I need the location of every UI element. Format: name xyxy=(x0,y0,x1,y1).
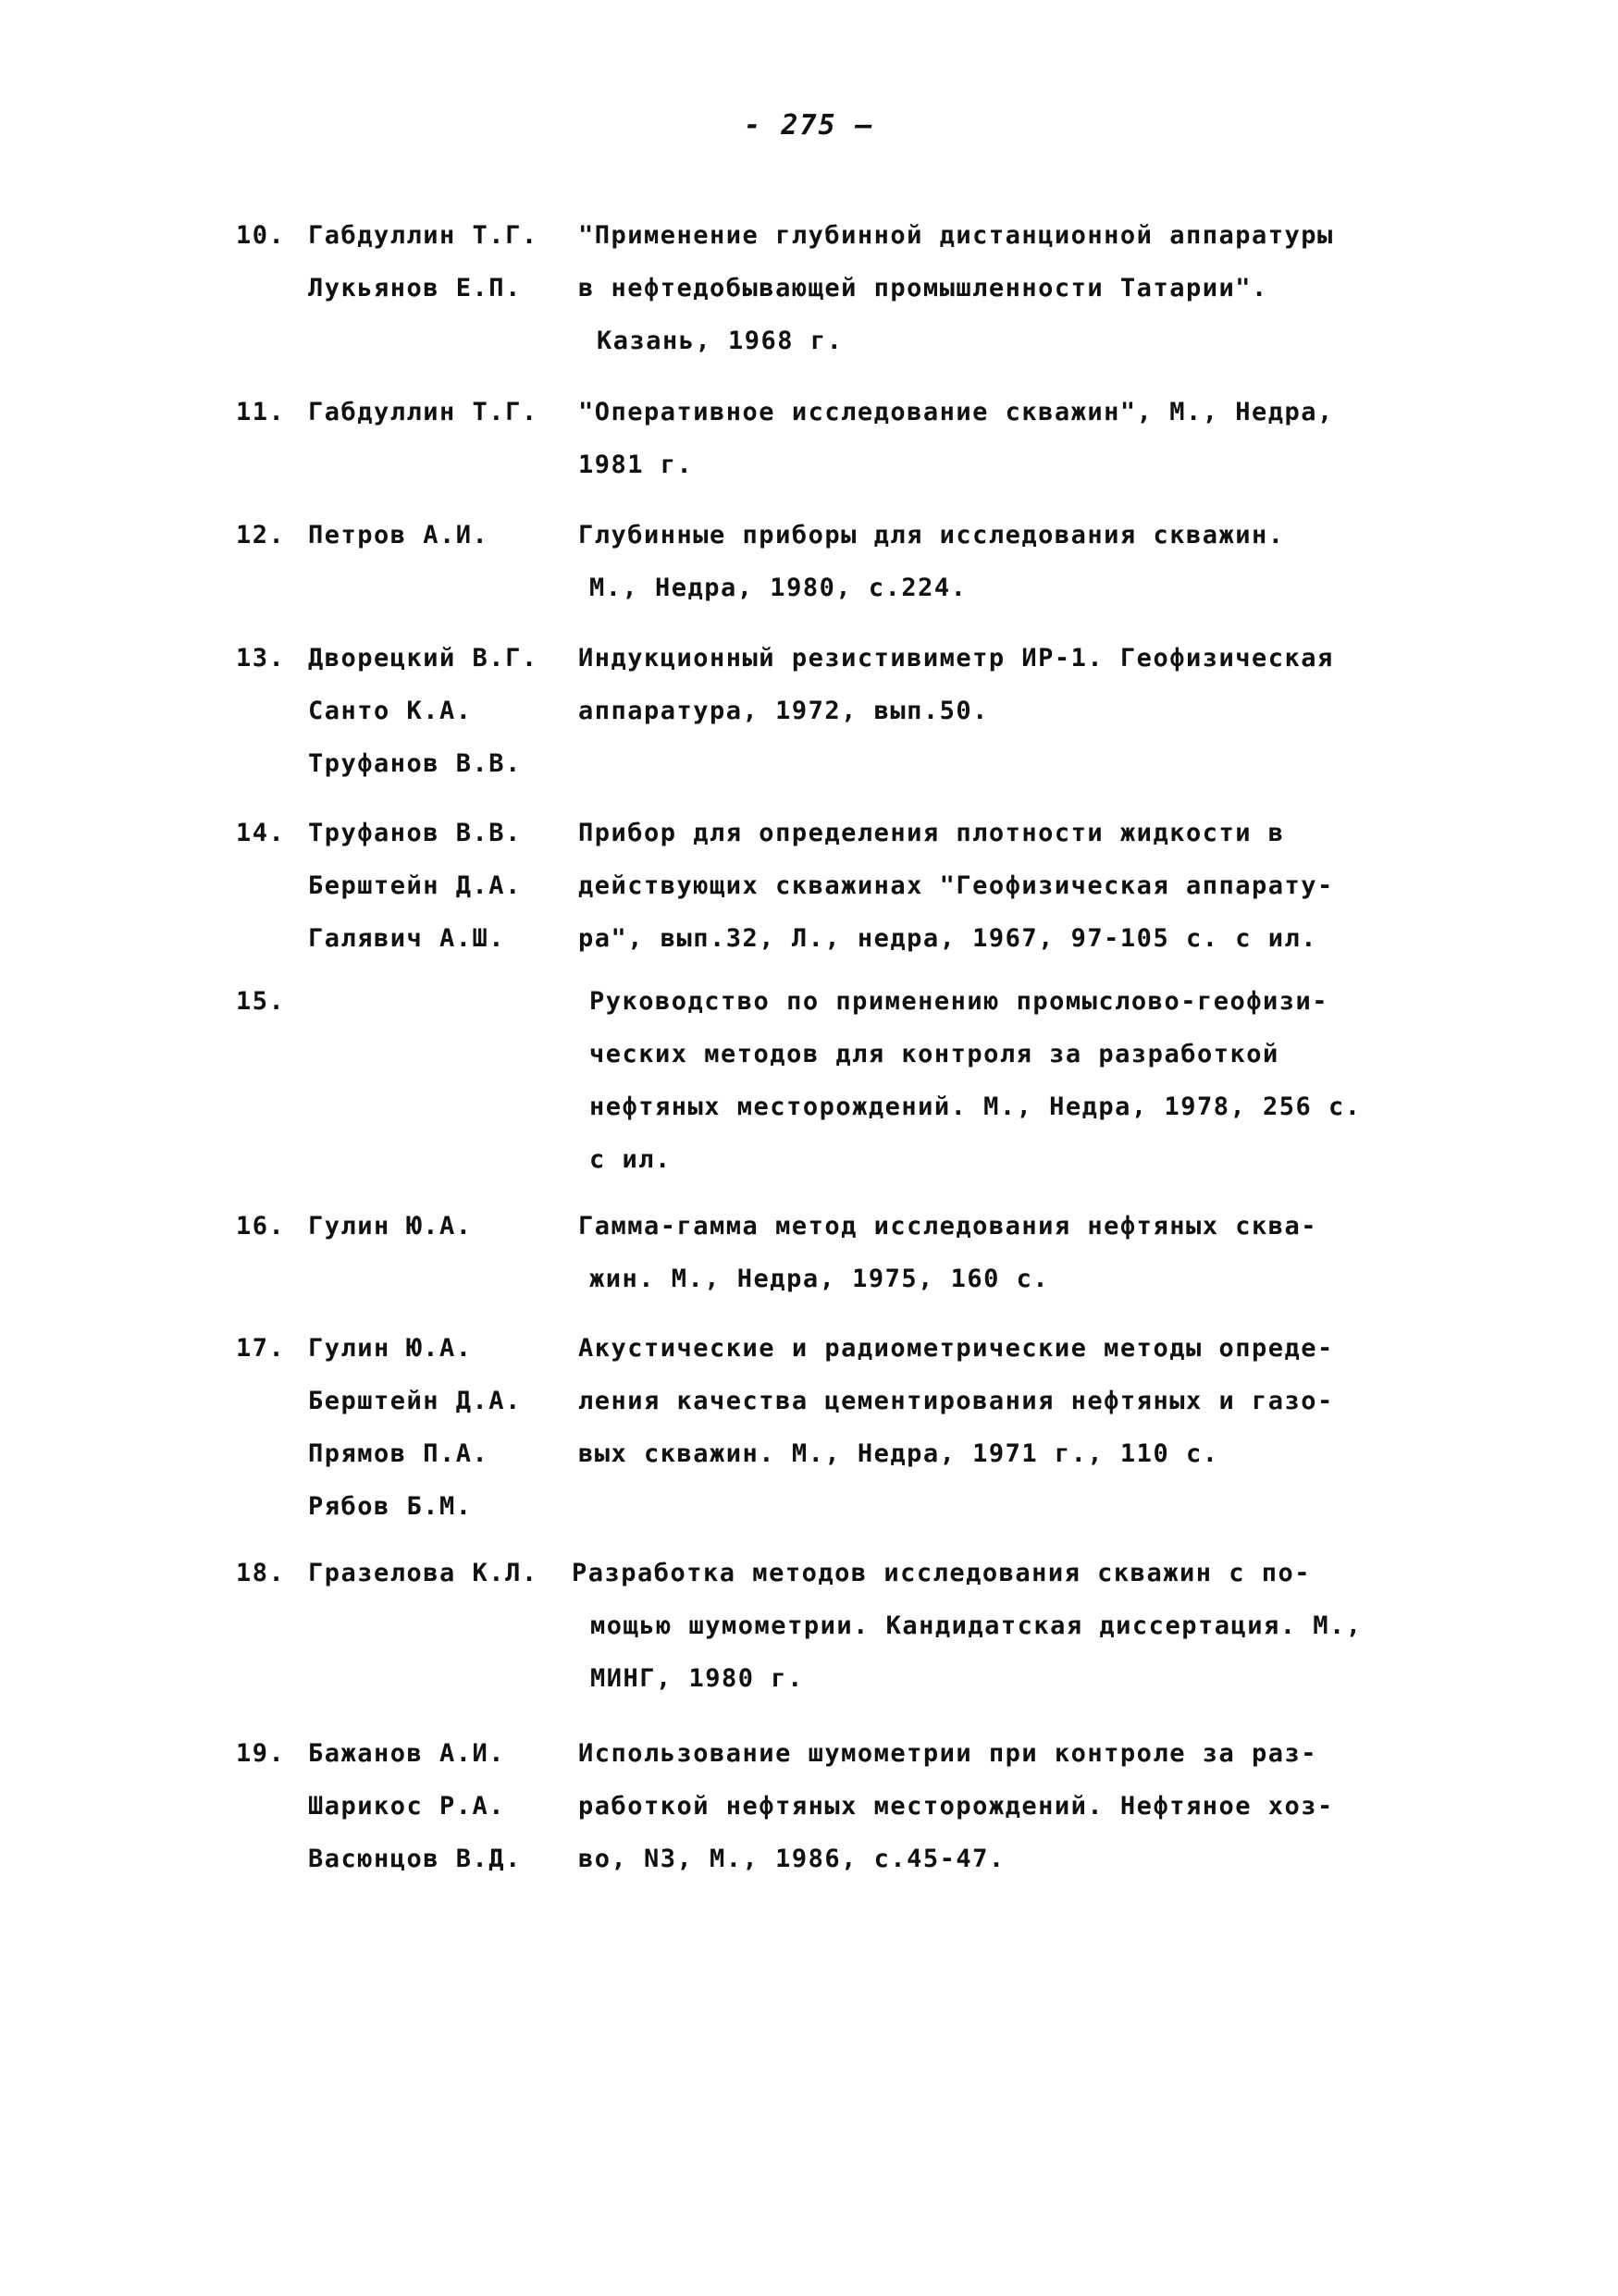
reference-line: Использование шумометрии при контроле за раз- xyxy=(578,1739,1317,1768)
reference-line: МИНГ, 1980 г. xyxy=(590,1664,804,1693)
reference-authors xyxy=(308,509,488,562)
reference-authors xyxy=(308,807,522,965)
reference-line: Глубинные приборы для исследования скважин. xyxy=(578,521,1285,549)
reference-line: М., Недра, 1980, с.224. xyxy=(589,574,968,602)
author: Берштейн Д.А. xyxy=(308,1387,522,1415)
reference-number: 10. xyxy=(236,221,286,250)
reference-text xyxy=(578,807,1334,965)
reference-line: Индукционный резистивиметр ИР-1. Геофизическая xyxy=(578,644,1334,673)
author: Габдуллин Т.Г. xyxy=(308,398,538,426)
author: Шарикос Р.А. xyxy=(308,1792,506,1821)
reference-number: 11. xyxy=(236,398,286,426)
reference-authors xyxy=(308,1727,522,1885)
reference-authors xyxy=(308,386,538,438)
reference-line: аппаратура, 1972, вып.50. xyxy=(578,697,989,725)
reference-line: в нефтедобывающей промышленности Татарии". xyxy=(578,274,1268,302)
reference-line: работкой нефтяных месторождений. Нефтяное хоз- xyxy=(578,1792,1334,1821)
reference-authors xyxy=(308,632,538,790)
reference-text xyxy=(578,1727,1334,1885)
reference-authors xyxy=(308,1547,538,1599)
author: Труфанов В.В. xyxy=(308,749,522,778)
reference-line: 1981 г. xyxy=(578,451,694,479)
reference-line: "Оперативное исследование скважин", М., Недра, xyxy=(578,398,1334,426)
reference-line: мощью шумометрии. Кандидатская диссертация. М., xyxy=(590,1611,1363,1640)
author: Гразелова К.Л. xyxy=(308,1559,538,1587)
reference-number: 16. xyxy=(236,1212,286,1241)
reference-number: 17. xyxy=(236,1334,286,1363)
reference-number: 19. xyxy=(236,1739,286,1768)
author: Лукьянов Е.П. xyxy=(308,274,522,302)
author: Галявич А.Ш. xyxy=(308,924,506,953)
reference-line: Гамма-гамма метод исследования нефтяных сква- xyxy=(578,1212,1317,1241)
reference-authors xyxy=(308,1322,522,1533)
reference-number: 15. xyxy=(236,987,286,1016)
author: Габдуллин Т.Г. xyxy=(308,221,538,250)
reference-text xyxy=(578,209,1334,367)
author: Берштейн Д.А. xyxy=(308,871,522,900)
author: Васюнцов В.Д. xyxy=(308,1845,522,1873)
page-number: - 275 — xyxy=(744,109,874,142)
reference-authors xyxy=(308,209,538,315)
reference-text xyxy=(578,509,1284,614)
reference-number: 18. xyxy=(236,1559,286,1587)
reference-line: Акустические и радиометрические методы опреде- xyxy=(578,1334,1334,1363)
reference-line: Руководство по применению промыслово-геофизи- xyxy=(589,987,1328,1016)
reference-text xyxy=(578,386,1334,491)
reference-line: ра", вып.32, Л., недра, 1967, 97-105 с. с ил. xyxy=(578,924,1317,953)
author: Рябов Б.М. xyxy=(308,1492,473,1521)
author: Петров А.И. xyxy=(308,521,489,549)
reference-text xyxy=(572,1547,1363,1705)
reference-line: действующих скважинах "Геофизическая аппарату- xyxy=(578,871,1334,900)
reference-text xyxy=(578,1322,1334,1480)
author: Дворецкий В.Г. xyxy=(308,644,538,673)
reference-line: "Применение глубинной дистанционной аппаратуры xyxy=(578,221,1334,250)
author: Гулин Ю.А. xyxy=(308,1212,473,1241)
reference-number: 13. xyxy=(236,644,286,673)
author: Санто К.А. xyxy=(308,697,473,725)
reference-number: 12. xyxy=(236,521,286,549)
reference-line: Разработка методов исследования скважин с по- xyxy=(572,1559,1311,1587)
reference-line: жин. М., Недра, 1975, 160 с. xyxy=(589,1265,1050,1293)
reference-line: Казань, 1968 г. xyxy=(597,327,844,355)
author: Гулин Ю.А. xyxy=(308,1334,473,1363)
reference-line: вых скважин. М., Недра, 1971 г., 110 с. xyxy=(578,1439,1219,1468)
reference-line: ческих методов для контроля за разработкой xyxy=(589,1040,1279,1068)
reference-line: с ил. xyxy=(589,1145,672,1174)
author: Бажанов А.И. xyxy=(308,1739,506,1768)
reference-text xyxy=(589,975,1362,1186)
reference-line: во, N3, М., 1986, с.45-47. xyxy=(578,1845,1006,1873)
author: Прямов П.А. xyxy=(308,1439,489,1468)
reference-text xyxy=(578,632,1334,737)
reference-line: ления качества цементирования нефтяных и газо- xyxy=(578,1387,1334,1415)
reference-authors xyxy=(308,1200,473,1253)
reference-number: 14. xyxy=(236,819,286,847)
reference-line: Прибор для определения плотности жидкости в xyxy=(578,819,1285,847)
reference-line: нефтяных месторождений. М., Недра, 1978, 256 с. xyxy=(589,1092,1362,1121)
author: Труфанов В.В. xyxy=(308,819,522,847)
reference-text xyxy=(578,1200,1317,1305)
